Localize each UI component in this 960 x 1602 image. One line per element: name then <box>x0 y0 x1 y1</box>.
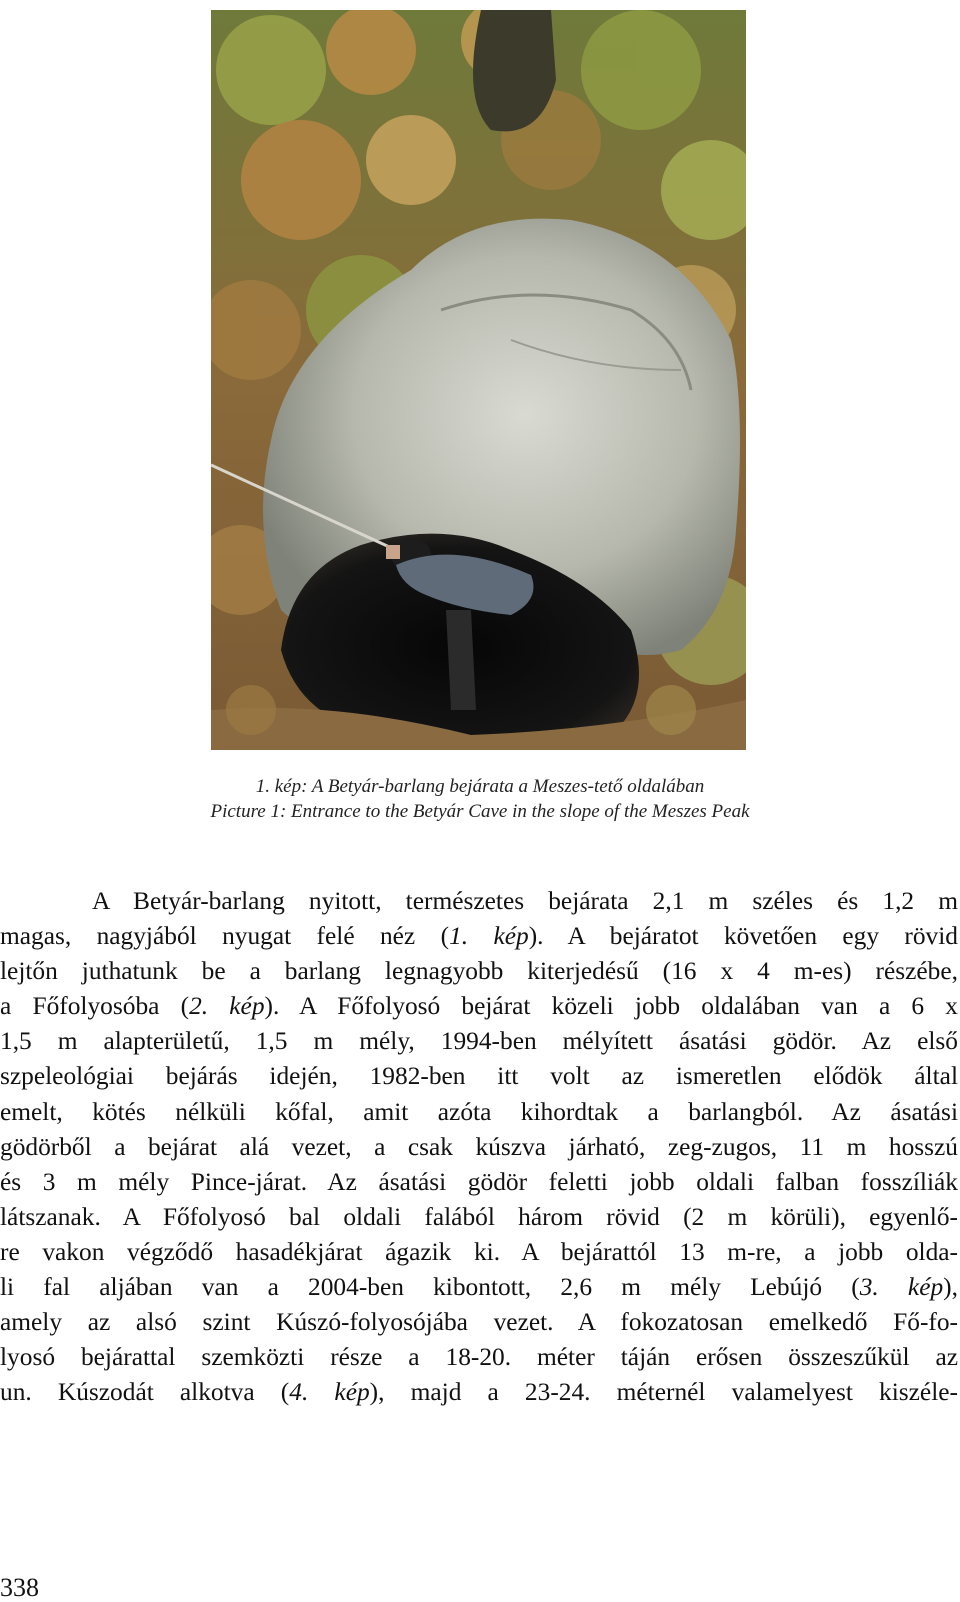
text-segment: amely az alsó szint Kúszó-folyosójába vezet. A fokozatosan emelkedő Fő-fo- <box>0 1308 958 1337</box>
text-segment: un. Kúszodát alkotva ( <box>0 1378 290 1407</box>
figure-reference: 1. kép <box>449 922 529 951</box>
paragraph-line <box>0 1130 958 1165</box>
body-paragraph <box>0 884 958 1410</box>
paragraph-line <box>0 1024 958 1059</box>
paragraph-line <box>0 1305 958 1340</box>
text-segment: szpeleológiai bejárás idején, 1982-ben itt volt az ismeretlen elődök által <box>0 1062 958 1091</box>
figure-reference: 3. kép <box>859 1273 944 1302</box>
paragraph-line <box>0 919 958 954</box>
text-segment: látszanak. A Főfolyosó bal oldali falából három rövid (2 m körüli), egyenlő- <box>0 1202 958 1231</box>
text-segment: ). A Főfolyosó bejárat közeli jobb oldalában van a 6 x <box>264 992 958 1021</box>
paragraph-line <box>0 1340 958 1375</box>
text-segment: gödörből a bejárat alá vezet, a csak kúszva járható, zeg-zugos, 11 m hosszú <box>0 1132 958 1161</box>
text-segment: li fal aljában van a 2004-ben kibontott, 2,6 m mély Lebújó ( <box>0 1273 860 1302</box>
text-segment: A Betyár-barlang nyitott, természetes bejárata 2,1 m széles és 1,2 m <box>92 887 958 915</box>
text-segment: 1,5 m alapterületű, 1,5 m mély, 1994-ben mélyített ásatási gödör. Az első <box>0 1027 958 1056</box>
figure-reference: 2. kép <box>189 992 265 1021</box>
text-segment: magas, nagyjából nyugat felé néz ( <box>0 922 450 951</box>
paragraph-line <box>0 884 958 919</box>
text-segment: és 3 m mély Pince-járat. Az ásatási gödör feletti jobb oldali falban fosszíliák <box>0 1167 958 1196</box>
text-segment: a Főfolyosóba ( <box>0 992 190 1021</box>
text-segment: lyosó bejárattal szemközti része a 18-20. méter táján erősen összeszűkül az <box>0 1343 958 1372</box>
paragraph-line <box>0 1200 958 1235</box>
paragraph-line <box>0 1095 958 1130</box>
paragraph-line <box>0 1270 958 1305</box>
cave-entrance-photo <box>211 10 746 750</box>
paragraph-line <box>0 954 958 989</box>
paragraph-line <box>0 1165 958 1200</box>
paragraph-line <box>0 1235 958 1270</box>
paragraph-line <box>0 1059 958 1094</box>
paragraph-line <box>0 989 958 1024</box>
caption-hungarian: 1. kép: A Betyár-barlang bejárata a Meszes-tető oldalában <box>255 776 705 797</box>
text-segment: ). A bejáratot követően egy rövid <box>528 922 959 951</box>
text-segment: lejtőn juthatunk be a barlang legnagyobb kiterjedésű (16 x 4 m-es) részébe, <box>0 957 958 986</box>
text-segment: ), majd a 23-24. méternél valamelyest kiszéle- <box>369 1378 958 1407</box>
text-segment: ), <box>943 1273 958 1302</box>
figure-reference: 4. kép <box>289 1378 370 1407</box>
figure-caption <box>0 774 960 824</box>
paragraph-line <box>0 1375 958 1410</box>
caption-english: Picture 1: Entrance to the Betyár Cave in the slope of the Meszes Peak <box>210 801 750 822</box>
page-number: 338 <box>0 1573 39 1602</box>
text-segment: re vakon végződő hasadékjárat ágazik ki. A bejárattól 13 m-re, a jobb olda- <box>0 1237 958 1266</box>
text-segment: emelt, kötés nélküli kőfal, amit azóta kihordtak a barlangból. Az ásatási <box>0 1097 958 1126</box>
